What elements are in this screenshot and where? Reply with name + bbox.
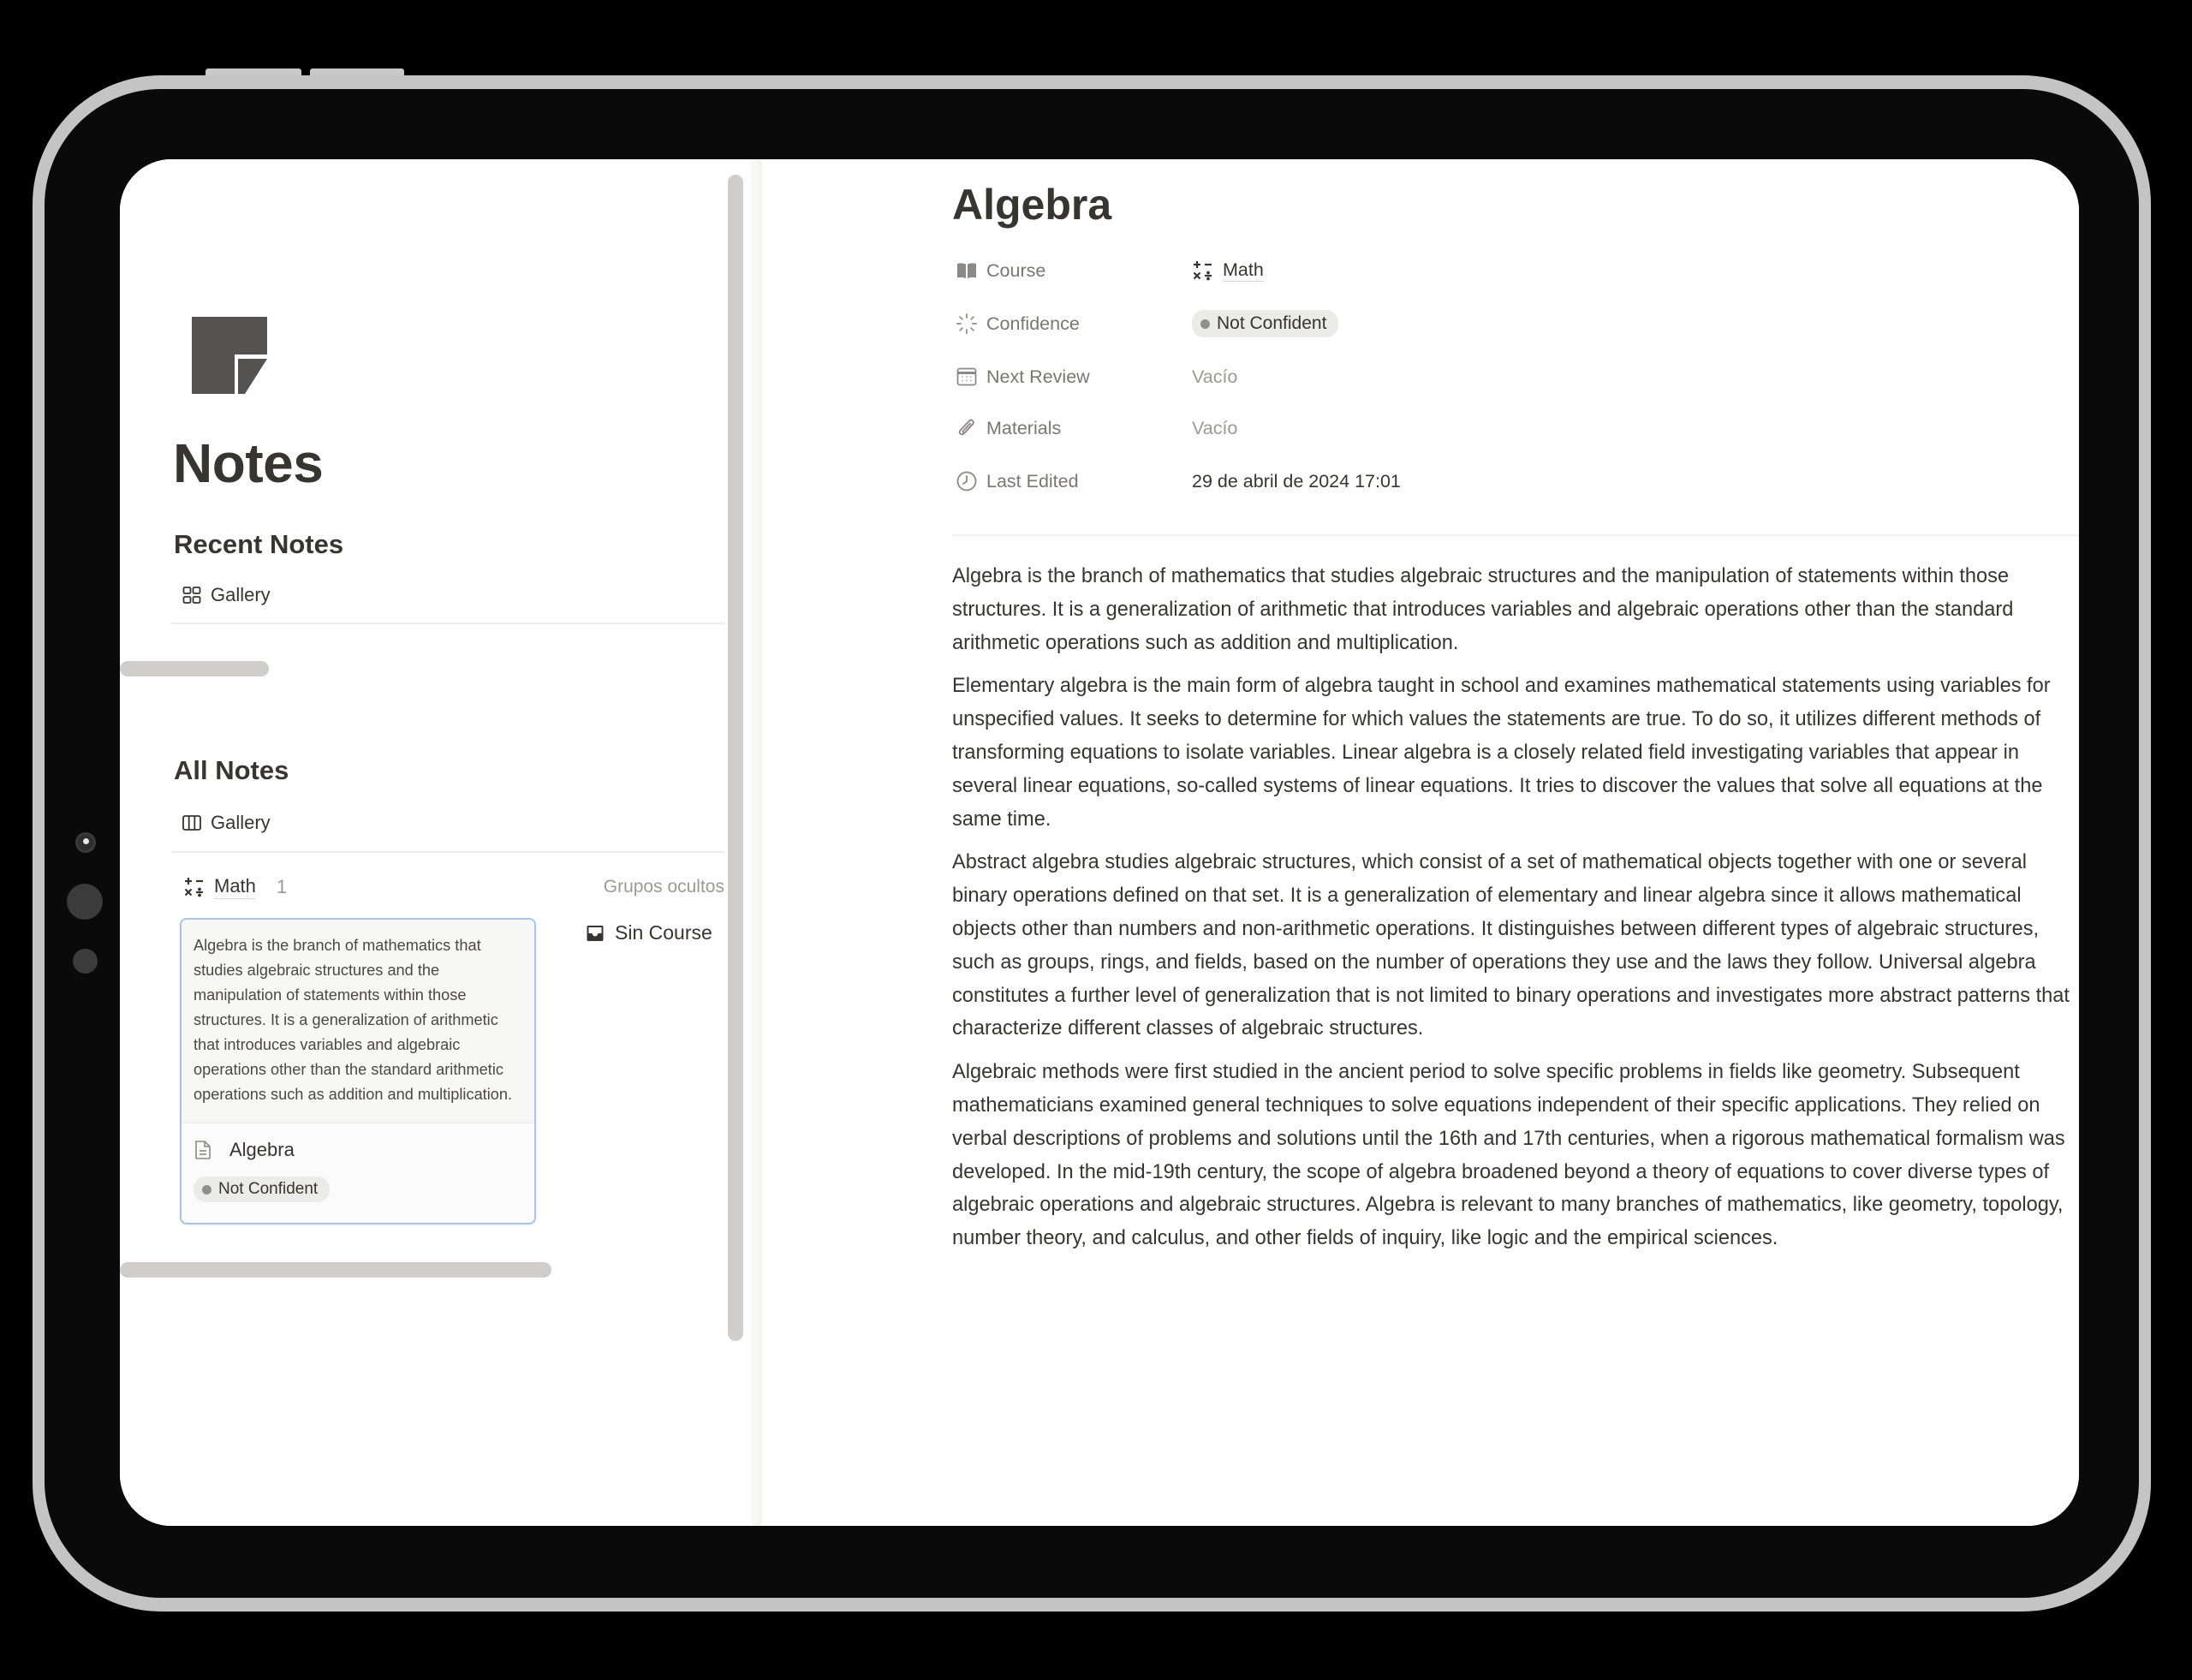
property-value-empty[interactable]: Vacío (1192, 366, 1238, 387)
property-materials[interactable] (956, 411, 1726, 445)
group-name: Math (214, 875, 256, 899)
body-paragraph: Algebraic methods were first studied in the ancient period to solve specific problems in fields like geometry. Subsequent mathematicians examined general techniques to solve equations independent of their specific applications. They relied on verbal descriptions of problems and solutions until the 16th and 17th centuries, when a rigorous mathematical formalism was developed. In the mid-19th century, the scope of algebra broadened beyond a theory of equations to cover diverse types of algebraic operations and algebraic structures. Algebra is relevant to many branches of mathematics, like geometry, topology, number theory, and calculus, and other fields of inquiry, like logic and the empirical sciences. (952, 1061, 2065, 1250)
property-label: Confidence (986, 313, 1080, 334)
pane-divider[interactable] (750, 159, 762, 1526)
body-paragraph: Algebra is the branch of mathematics that studies algebraic structures and the manipulation of statements within those structures. It is a generalization of arithmetic that introduces variables and algebraic operations other than the standard arithmetic operations such as addition and multiplication. (952, 565, 2014, 654)
notes-app-icon (192, 317, 267, 394)
note-card-algebra[interactable] (180, 918, 536, 1224)
view-tab-label: Gallery (211, 584, 271, 605)
divider (171, 623, 724, 624)
status-dot (1200, 319, 1210, 329)
book-icon (956, 259, 978, 282)
top-button (310, 69, 404, 75)
recent-gallery-view-tab[interactable] (182, 584, 271, 606)
notes-database-panel (120, 159, 752, 1526)
confidence-tag (194, 1177, 330, 1202)
divider (952, 534, 2079, 536)
top-button (206, 69, 301, 75)
status-dot (202, 1185, 211, 1194)
recent-notes-heading: Recent Notes (174, 529, 344, 559)
property-last-edited[interactable] (956, 464, 1726, 498)
property-value-empty[interactable]: Vacío (1192, 417, 1238, 438)
clock-icon (956, 470, 978, 492)
all-notes-heading: All Notes (174, 755, 289, 785)
group-count: 1 (276, 876, 288, 897)
card-preview-text: Algebra is the branch of mathematics that studies algebraic structures and the manipulation of statements within those structures. It is a generalization of arithmetic that introduces variables and algebraic operations other than the standard arithmetic operations such as addition and multiplication. (182, 920, 534, 1123)
page-title: Notes (173, 432, 324, 494)
property-label: Materials (986, 417, 1062, 438)
note-page (762, 159, 2079, 1526)
sensor (67, 884, 103, 920)
hidden-group-sin-course[interactable] (586, 921, 712, 944)
sidebar-vertical-scrollbar[interactable] (728, 175, 743, 1341)
all-gallery-view-tab[interactable] (182, 812, 271, 834)
recent-horizontal-scrollbar[interactable] (120, 661, 269, 676)
math-operators-icon (1192, 259, 1214, 282)
hidden-group-name: Sin Course (615, 921, 712, 944)
inbox-icon (586, 924, 605, 943)
loading-icon (956, 313, 978, 335)
note-title[interactable]: Algebra (952, 181, 1112, 229)
property-label: Course (986, 259, 1046, 281)
math-operators-icon (183, 876, 206, 898)
body-paragraph: Elementary algebra is the main form of algebra taught in school and examines mathematical statements using variables for unspecified values. It seeks to determine for which values the statements are true. To do so, it utilizes different methods of transforming equations to isolate variables. Linear algebra is a closely related field investigating variables that appear in several linear equations, so-called systems of linear equations. It tries to discover the values that solve all equations at the same time. (952, 675, 2051, 831)
divider (171, 851, 724, 853)
course-relation-link[interactable]: Math (1223, 259, 1264, 280)
app-screen (120, 159, 2079, 1526)
sensor (73, 949, 98, 974)
board-horizontal-scrollbar[interactable] (120, 1262, 551, 1278)
property-confidence[interactable] (956, 307, 1726, 341)
group-header-math[interactable] (183, 875, 287, 899)
view-tab-label: Gallery (211, 812, 271, 833)
camera-icon (75, 832, 96, 853)
hidden-groups-label: Grupos ocultos (603, 877, 724, 897)
last-edited-value: 29 de abril de 2024 17:01 (1192, 470, 1401, 491)
tag-label: Not Confident (1217, 313, 1327, 333)
board-columns-icon (182, 813, 202, 833)
body-paragraph: Abstract algebra studies algebraic structures, which consist of a set of mathematical objects together with one or several binary operations defined on that set. It is a generalization of elementary and linear algebra since it allows mathematical objects other than numbers and non-arithmetic operations. It distinguishes between different types of algebraic structures, such as groups, rings, and fields, based on the number of operations they use and the laws they follow. Universal algebra constitutes a further level of generalization that is not limited to binary operations and investigates more abstract patterns that characterize different classes of algebraic structures. (952, 851, 2070, 1040)
page-document-icon (194, 1140, 212, 1160)
property-label: Next Review (986, 366, 1090, 387)
gallery-grid-icon (182, 585, 202, 605)
confidence-tag[interactable] (1192, 310, 1338, 337)
card-title: Algebra (229, 1139, 295, 1160)
property-course[interactable] (956, 253, 1726, 288)
paperclip-icon (956, 417, 978, 439)
calendar-icon (956, 366, 978, 388)
property-next-review[interactable] (956, 360, 1726, 394)
tag-label: Not Confident (218, 1180, 319, 1198)
note-body[interactable] (952, 560, 2079, 1266)
property-label: Last Edited (986, 470, 1079, 491)
